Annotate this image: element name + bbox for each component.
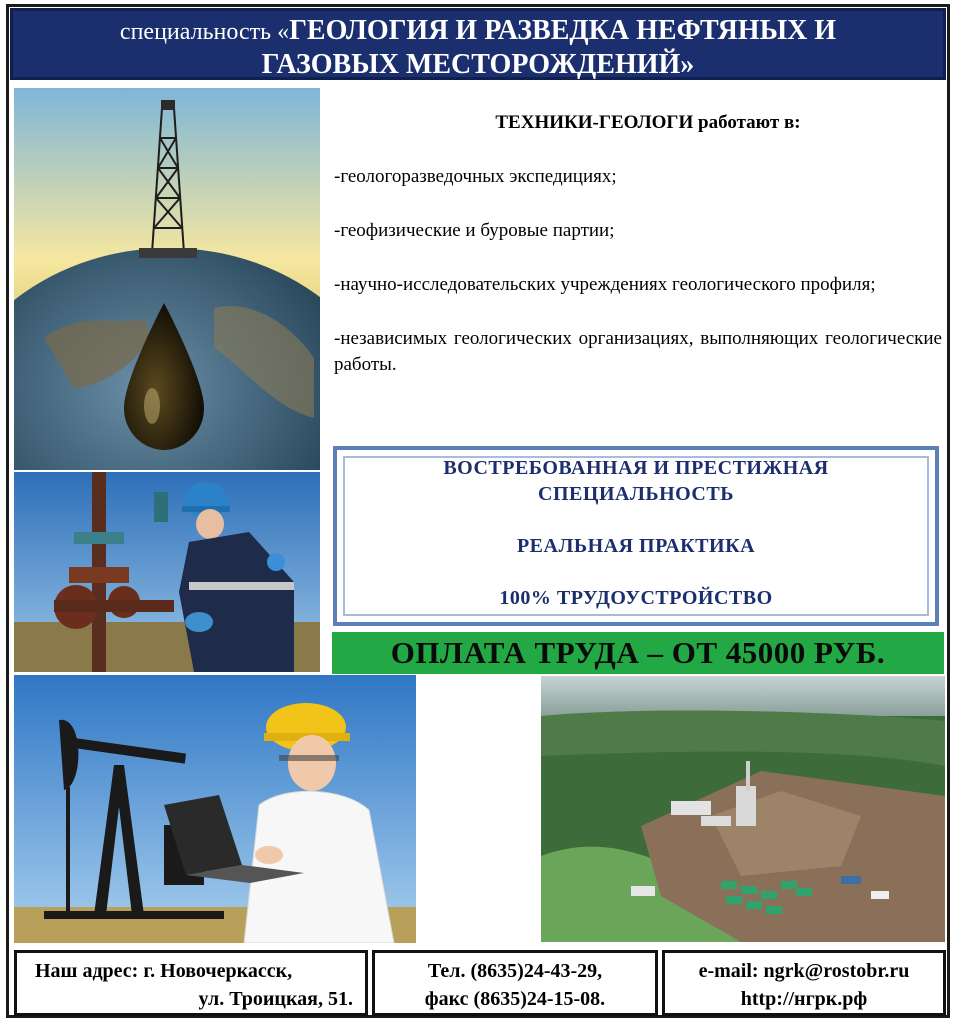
contact-box xyxy=(662,950,946,1016)
promo-line-1: ВОСТРЕБОВАННАЯ И ПРЕСТИЖНАЯ xyxy=(443,457,829,479)
jobs-heading xyxy=(354,110,942,136)
email-address[interactable]: e-mail: ngrk@rostobr.ru xyxy=(698,960,910,982)
page-header xyxy=(10,8,946,80)
address-line-1: Наш адрес: г. Новочеркасск, xyxy=(35,960,293,982)
promo-box xyxy=(333,446,939,626)
website-link[interactable]: http://нгрк.рф xyxy=(740,988,868,1010)
fax-number: факс (8635)24-15-08. xyxy=(424,988,606,1010)
promo-line-3: РЕАЛЬНАЯ ПРАКТИКА xyxy=(516,535,756,557)
jobs-section xyxy=(334,110,942,378)
promo-line-4: 100% ТРУДОУСТРОЙСТВО xyxy=(499,587,773,609)
jobs-item-3: -научно-исследовательских учреждениях геологического профиля; xyxy=(334,274,876,295)
geologist-laptop-pumpjack-image xyxy=(14,675,416,943)
worker-wellhead-image xyxy=(14,472,320,672)
header-prefix: специальность « xyxy=(119,19,290,45)
salary-banner: ОПЛАТА ТРУДА – ОТ 45000 РУБ. xyxy=(332,632,944,674)
header-title-line-1: ГЕОЛОГИЯ И РАЗВЕДКА НЕФТЯНЫХ И xyxy=(289,15,837,46)
globe-oil-drop-image xyxy=(14,88,320,470)
jobs-heading-rest: работают в: xyxy=(693,112,801,133)
jobs-item-4: -независимых геологических организациях, выполняющих геологические работы. xyxy=(334,328,942,375)
jobs-item-1: -геологоразведочных экспедициях; xyxy=(334,166,617,187)
jobs-heading-bold: ТЕХНИКИ-ГЕОЛОГИ xyxy=(495,112,694,133)
address-line-2: ул. Троицкая, 51. xyxy=(198,988,353,1010)
header-line-1 xyxy=(13,15,943,48)
header-title-line-2: ГАЗОВЫХ МЕСТОРОЖДЕНИЙ» xyxy=(261,49,695,80)
address-box xyxy=(14,950,368,1016)
jobs-item-2: -геофизические и буровые партии; xyxy=(334,220,615,241)
aerial-drilling-site-image xyxy=(541,676,945,942)
promo-line-2: СПЕЦИАЛЬНОСТЬ xyxy=(538,483,734,505)
phone-box xyxy=(372,950,658,1016)
phone-number: Тел. (8635)24-43-29, xyxy=(427,960,603,982)
